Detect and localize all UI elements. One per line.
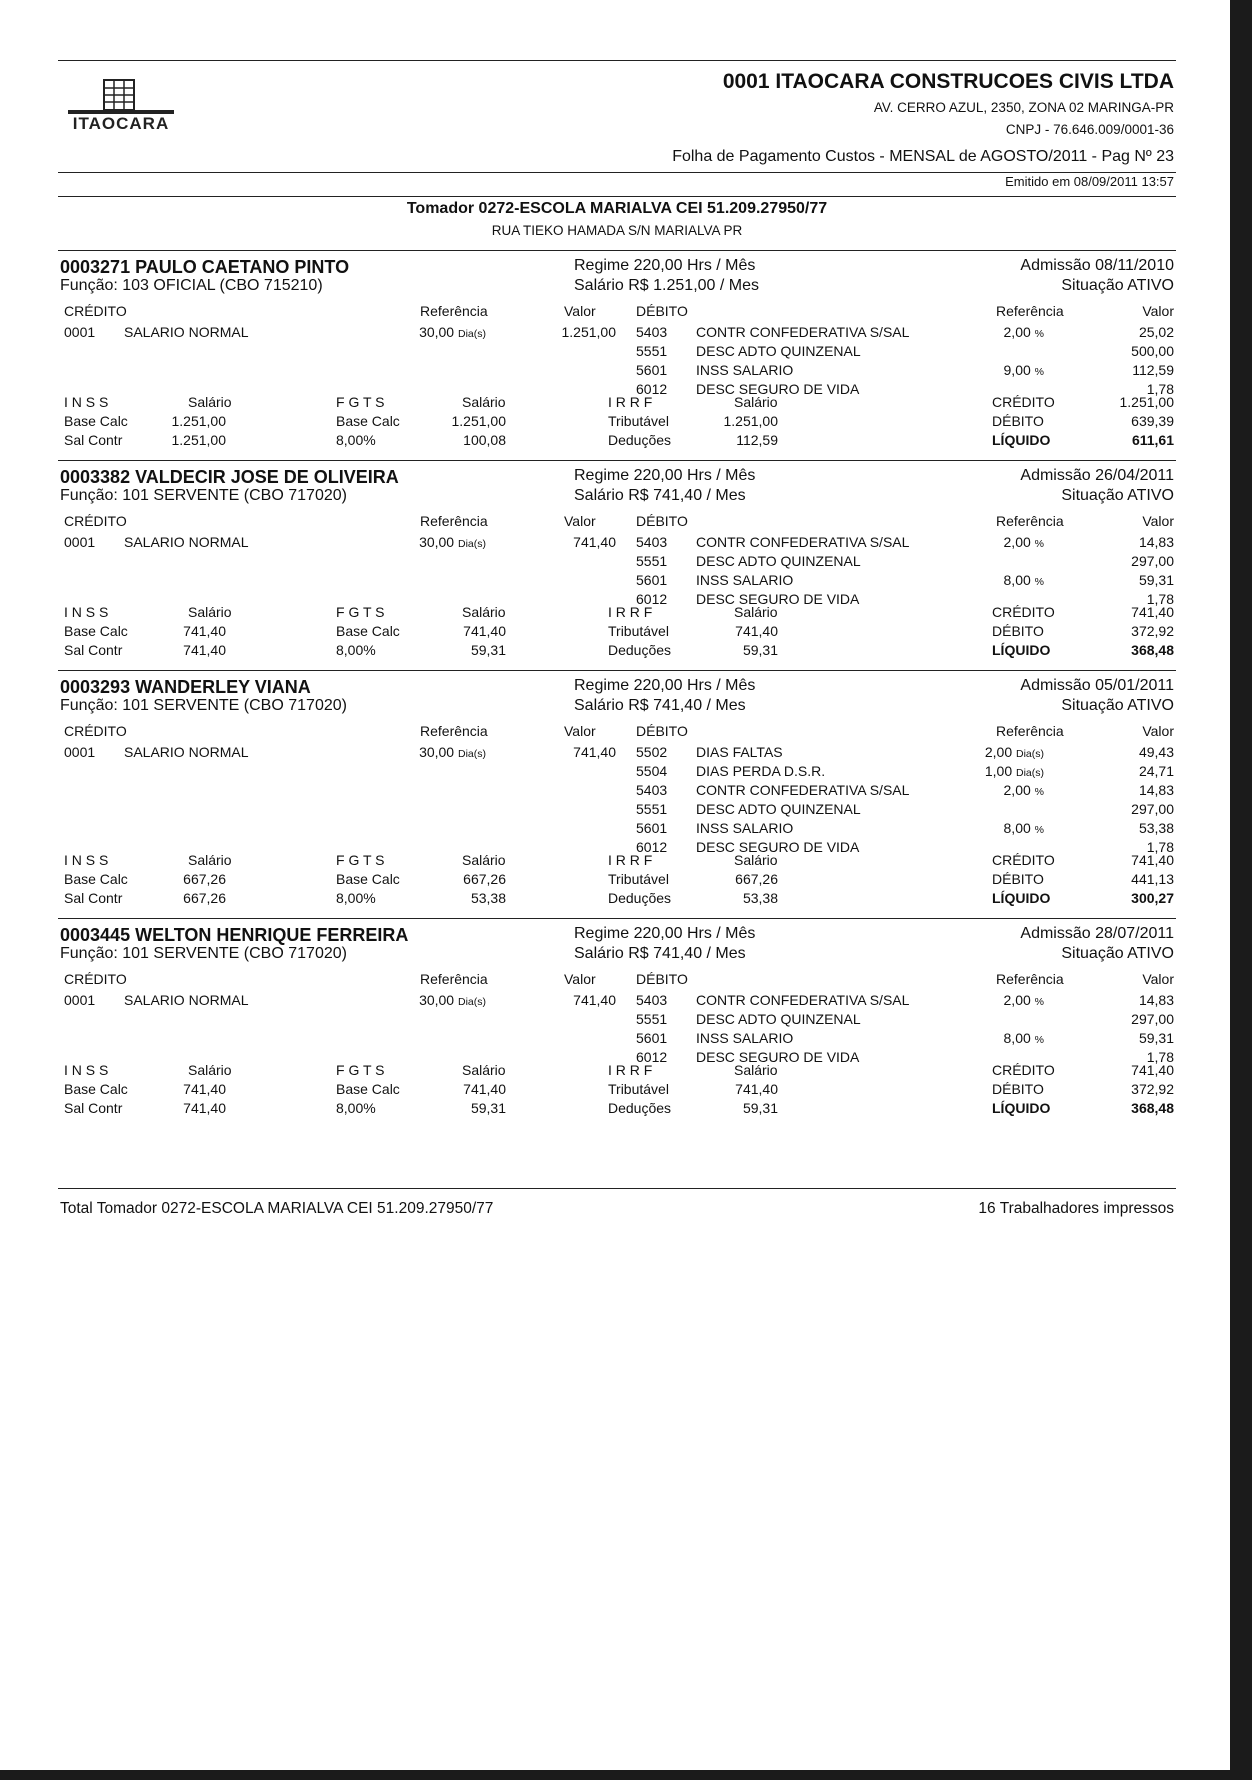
inss-label: I N S S: [64, 604, 109, 620]
fgts-salario-label: Salário: [462, 852, 506, 868]
fgts-base-value: 741,40: [463, 623, 506, 639]
employee-admissao: Admissão 28/07/2011: [1020, 925, 1174, 942]
col-credito: CRÉDITO: [64, 513, 127, 529]
debit-ref-unit: %: [1034, 786, 1044, 798]
logo-text: ITAOCARA: [72, 114, 170, 133]
col-debito: DÉBITO: [636, 971, 688, 987]
total-credito-label: CRÉDITO: [992, 604, 1055, 620]
irrf-salario-label: Salário: [734, 394, 778, 410]
debit-code: 6012: [636, 839, 668, 855]
credit-ref-unit: Dia(s): [458, 328, 486, 340]
irrf-label: I R R F: [608, 1062, 653, 1078]
employee-rule: [58, 250, 1176, 251]
credit-value: 741,40: [573, 744, 616, 760]
col-valor-debito: Valor: [1142, 971, 1174, 987]
total-liquido-value: 611,61: [1131, 432, 1174, 448]
irrf-ded-label: Deduções: [608, 1100, 672, 1116]
credit-code: 0001: [64, 744, 96, 760]
credit-desc: SALARIO NORMAL: [124, 992, 249, 1008]
debit-value: 49,43: [1138, 744, 1174, 760]
fgts-pct: 8,00%: [336, 1100, 376, 1116]
debit-desc: CONTR CONFEDERATIVA S/SAL: [696, 324, 910, 340]
debit-desc: DESC SEGURO DE VIDA: [696, 839, 860, 855]
total-debito-label: DÉBITO: [992, 1081, 1044, 1097]
col-debito: DÉBITO: [636, 513, 688, 529]
debit-ref-value: 2,00: [1003, 782, 1031, 798]
inss-salario-label: Salário: [188, 604, 232, 620]
fgts-salario-label: Salário: [462, 1062, 506, 1078]
debit-desc: CONTR CONFEDERATIVA S/SAL: [696, 992, 910, 1008]
footer-count: 16 Trabalhadores impressos: [978, 1200, 1174, 1217]
col-referencia: Referência: [420, 971, 488, 987]
irrf-salario-label: Salário: [734, 604, 778, 620]
employee-block: [58, 460, 1176, 666]
inss-contr-label: Sal Contr: [64, 642, 123, 658]
fgts-pct: 8,00%: [336, 890, 376, 906]
total-liquido-value: 368,48: [1131, 1100, 1174, 1116]
credit-value: 741,40: [573, 534, 616, 550]
employee-funcao: Função: 101 SERVENTE (CBO 717020): [60, 945, 347, 962]
debit-code: 6012: [636, 591, 668, 607]
credit-ref-value: 30,00: [419, 992, 455, 1008]
inss-base-label: Base Calc: [64, 623, 128, 639]
total-debito-label: DÉBITO: [992, 413, 1044, 429]
irrf-ded-label: Deduções: [608, 642, 672, 658]
employee-admissao: Admissão 08/11/2010: [1020, 257, 1174, 274]
debit-ref: [1004, 992, 1044, 1008]
inss-base-value: 667,26: [183, 871, 226, 887]
col-referencia: Referência: [420, 303, 488, 319]
credit-code: 0001: [64, 324, 96, 340]
fgts-pct: 8,00%: [336, 432, 376, 448]
inss-contr-value: 741,40: [183, 642, 226, 658]
debit-ref-value: 8,00: [1003, 1030, 1031, 1046]
inss-salario-label: Salário: [188, 1062, 232, 1078]
fgts-label: F G T S: [336, 1062, 385, 1078]
debit-code: 5403: [636, 782, 668, 798]
employee-salary: Salário R$ 1.251,00 / Mes: [574, 277, 759, 294]
total-liquido-label: LÍQUIDO: [992, 1100, 1051, 1116]
debit-code: 5551: [636, 343, 668, 359]
header-mid-rule: [58, 172, 1176, 173]
credit-ref-unit: Dia(s): [458, 538, 486, 550]
fgts-pct: 8,00%: [336, 642, 376, 658]
fgts-label: F G T S: [336, 604, 385, 620]
inss-salario-label: Salário: [188, 852, 232, 868]
inss-base-label: Base Calc: [64, 1081, 128, 1097]
employee-salary: Salário R$ 741,40 / Mes: [574, 697, 746, 714]
fgts-base-value: 741,40: [463, 1081, 506, 1097]
irrf-salario-label: Salário: [734, 852, 778, 868]
col-referencia-debito: Referência: [996, 971, 1064, 987]
debit-code: 5551: [636, 1011, 668, 1027]
employee-funcao: Função: 101 SERVENTE (CBO 717020): [60, 697, 347, 714]
irrf-label: I R R F: [608, 394, 653, 410]
tomador-address: RUA TIEKO HAMADA S/N MARIALVA PR: [491, 223, 743, 238]
total-credito-value: 741,40: [1131, 604, 1174, 620]
total-liquido-label: LÍQUIDO: [992, 642, 1051, 658]
debit-value: 14,83: [1138, 534, 1174, 550]
debit-value: 297,00: [1131, 801, 1174, 817]
scan-border-right: [1230, 0, 1252, 1780]
credit-ref-unit: Dia(s): [458, 996, 486, 1008]
debit-code: 5551: [636, 553, 668, 569]
employee-salary: Salário R$ 741,40 / Mes: [574, 945, 746, 962]
employee-funcao: Função: 101 SERVENTE (CBO 717020): [60, 487, 347, 504]
debit-value: 1,78: [1146, 1049, 1174, 1065]
debit-value: 14,83: [1138, 782, 1174, 798]
col-credito: CRÉDITO: [64, 723, 127, 739]
total-credito-value: 1.251,00: [1119, 394, 1174, 410]
debit-code: 5601: [636, 820, 668, 836]
employee-admissao: Admissão 05/01/2011: [1020, 677, 1174, 694]
col-referencia-debito: Referência: [996, 513, 1064, 529]
col-valor: Valor: [564, 513, 596, 529]
header-top-rule: [58, 60, 1176, 61]
debit-ref-unit: %: [1034, 996, 1044, 1008]
debit-ref-unit: %: [1034, 328, 1044, 340]
col-referencia-debito: Referência: [996, 303, 1064, 319]
debit-desc: DESC ADTO QUINZENAL: [696, 343, 861, 359]
debit-ref-unit: Dia(s): [1016, 748, 1044, 760]
company-name: 0001 ITAOCARA CONSTRUCOES CIVIS LTDA: [722, 70, 1174, 93]
inss-base-value: 1.251,00: [171, 413, 226, 429]
inss-contr-label: Sal Contr: [64, 1100, 123, 1116]
credit-value: 1.251,00: [561, 324, 616, 340]
debit-ref: [1004, 782, 1044, 798]
fgts-base-label: Base Calc: [336, 413, 400, 429]
debit-value: 1,78: [1146, 591, 1174, 607]
inss-base-value: 741,40: [183, 1081, 226, 1097]
debit-value: 53,38: [1138, 820, 1174, 836]
total-debito-label: DÉBITO: [992, 871, 1044, 887]
debit-ref: [1004, 572, 1044, 588]
inss-label: I N S S: [64, 394, 109, 410]
inss-base-value: 741,40: [183, 623, 226, 639]
debit-code: 5403: [636, 534, 668, 550]
col-referencia-debito: Referência: [996, 723, 1064, 739]
debit-desc: DESC SEGURO DE VIDA: [696, 381, 860, 397]
debit-value: 25,02: [1138, 324, 1174, 340]
total-credito-value: 741,40: [1131, 852, 1174, 868]
employee-name: 0003445 WELTON HENRIQUE FERREIRA: [60, 925, 409, 945]
debit-ref: [985, 763, 1044, 779]
debit-desc: INSS SALARIO: [696, 572, 794, 588]
irrf-ded-value: 53,38: [742, 890, 778, 906]
debit-value: 14,83: [1138, 992, 1174, 1008]
inss-salario-label: Salário: [188, 394, 232, 410]
debit-code: 5403: [636, 992, 668, 1008]
total-debito-value: 639,39: [1131, 413, 1174, 429]
fgts-salario-label: Salário: [462, 604, 506, 620]
employee-salary: Salário R$ 741,40 / Mes: [574, 487, 746, 504]
debit-ref: [1004, 534, 1044, 550]
col-valor-debito: Valor: [1142, 723, 1174, 739]
debit-code: 5502: [636, 744, 668, 760]
company-logo: [66, 72, 176, 132]
fgts-salario-label: Salário: [462, 394, 506, 410]
company-address: AV. CERRO AZUL, 2350, ZONA 02 MARINGA-PR: [873, 100, 1174, 115]
debit-ref-unit: Dia(s): [1016, 767, 1044, 779]
credit-desc: SALARIO NORMAL: [124, 744, 249, 760]
footer-rule: [58, 1188, 1176, 1189]
col-valor: Valor: [564, 723, 596, 739]
debit-ref: [985, 744, 1044, 760]
irrf-label: I R R F: [608, 604, 653, 620]
irrf-trib-value: 1.251,00: [723, 413, 778, 429]
debit-ref-value: 2,00: [1003, 534, 1031, 550]
credit-code: 0001: [64, 534, 96, 550]
employee-admissao: Admissão 26/04/2011: [1020, 467, 1174, 484]
debit-value: 24,71: [1138, 763, 1174, 779]
fgts-value: 59,31: [470, 1100, 506, 1116]
col-valor-debito: Valor: [1142, 513, 1174, 529]
inss-contr-value: 741,40: [183, 1100, 226, 1116]
debit-ref-unit: %: [1034, 824, 1044, 836]
header-bottom-rule: [58, 196, 1176, 197]
inss-label: I N S S: [64, 852, 109, 868]
emission-date: Emitido em 08/09/2011 13:57: [1005, 174, 1174, 189]
irrf-label: I R R F: [608, 852, 653, 868]
total-credito-value: 741,40: [1131, 1062, 1174, 1078]
debit-desc: DIAS PERDA D.S.R.: [696, 763, 826, 779]
credit-value: 741,40: [573, 992, 616, 1008]
employee-regime: Regime 220,00 Hrs / Mês: [574, 257, 756, 274]
debit-ref-value: 2,00: [984, 744, 1013, 760]
irrf-ded-label: Deduções: [608, 432, 672, 448]
debit-desc: INSS SALARIO: [696, 1030, 794, 1046]
footer-total: Total Tomador 0272-ESCOLA MARIALVA CEI 51.209.27950/77: [60, 1200, 494, 1217]
irrf-trib-value: 741,40: [735, 623, 778, 639]
employee-situacao: Situação ATIVO: [1061, 277, 1174, 294]
debit-code: 5551: [636, 801, 668, 817]
total-credito-label: CRÉDITO: [992, 1062, 1055, 1078]
irrf-ded-value: 59,31: [742, 1100, 778, 1116]
debit-value: 112,59: [1132, 362, 1174, 378]
irrf-trib-label: Tributável: [608, 1081, 669, 1097]
debit-value: 297,00: [1131, 1011, 1174, 1027]
col-credito: CRÉDITO: [64, 971, 127, 987]
inss-contr-value: 667,26: [183, 890, 226, 906]
irrf-trib-value: 741,40: [735, 1081, 778, 1097]
credit-desc: SALARIO NORMAL: [124, 324, 249, 340]
employee-rule: [58, 670, 1176, 671]
inss-contr-label: Sal Contr: [64, 432, 123, 448]
credit-ref-unit: Dia(s): [458, 748, 486, 760]
debit-desc: DIAS FALTAS: [696, 744, 783, 760]
debit-value: 59,31: [1138, 1030, 1174, 1046]
total-debito-value: 441,13: [1131, 871, 1174, 887]
company-cnpj: CNPJ - 76.646.009/0001-36: [1005, 122, 1174, 137]
fgts-base-value: 667,26: [463, 871, 506, 887]
fgts-base-label: Base Calc: [336, 1081, 400, 1097]
fgts-value: 59,31: [470, 642, 506, 658]
irrf-trib-label: Tributável: [608, 623, 669, 639]
inss-label: I N S S: [64, 1062, 109, 1078]
debit-code: 5601: [636, 1030, 668, 1046]
debit-desc: INSS SALARIO: [696, 820, 794, 836]
debit-ref-value: 8,00: [1003, 572, 1031, 588]
employee-regime: Regime 220,00 Hrs / Mês: [574, 925, 756, 942]
fgts-base-label: Base Calc: [336, 871, 400, 887]
debit-desc: DESC ADTO QUINZENAL: [696, 1011, 861, 1027]
credit-ref-value: 30,00: [419, 534, 455, 550]
debit-ref-unit: %: [1034, 366, 1044, 378]
debit-ref-value: 2,00: [1003, 324, 1031, 340]
total-credito-label: CRÉDITO: [992, 394, 1055, 410]
employee-regime: Regime 220,00 Hrs / Mês: [574, 677, 756, 694]
credit-ref: [419, 992, 486, 1008]
tomador-title: Tomador 0272-ESCOLA MARIALVA CEI 51.209.27950/77: [406, 200, 828, 217]
irrf-ded-value: 112,59: [736, 432, 778, 448]
debit-ref: [1004, 324, 1044, 340]
scan-border-bottom: [0, 1770, 1252, 1780]
col-valor-debito: Valor: [1142, 303, 1174, 319]
irrf-ded-label: Deduções: [608, 890, 672, 906]
inss-contr-value: 1.251,00: [171, 432, 226, 448]
employee-funcao: Função: 103 OFICIAL (CBO 715210): [60, 277, 323, 294]
col-valor: Valor: [564, 971, 596, 987]
report-title: Folha de Pagamento Custos - MENSAL de AGOSTO/2011 - Pag Nº 23: [672, 148, 1174, 165]
credit-desc: SALARIO NORMAL: [124, 534, 249, 550]
total-liquido-label: LÍQUIDO: [992, 890, 1051, 906]
debit-code: 5403: [636, 324, 668, 340]
debit-ref-value: 8,00: [1003, 820, 1031, 836]
debit-code: 5601: [636, 362, 668, 378]
debit-code: 6012: [636, 1049, 668, 1065]
col-referencia: Referência: [420, 513, 488, 529]
col-credito: CRÉDITO: [64, 303, 127, 319]
total-debito-label: DÉBITO: [992, 623, 1044, 639]
employee-situacao: Situação ATIVO: [1061, 945, 1174, 962]
debit-desc: DESC SEGURO DE VIDA: [696, 1049, 860, 1065]
debit-ref-unit: %: [1034, 1034, 1044, 1046]
total-liquido-value: 300,27: [1131, 890, 1174, 906]
credit-ref-value: 30,00: [419, 324, 455, 340]
debit-ref: [1004, 362, 1044, 378]
irrf-ded-value: 59,31: [742, 642, 778, 658]
inss-base-label: Base Calc: [64, 871, 128, 887]
debit-code: 6012: [636, 381, 668, 397]
col-debito: DÉBITO: [636, 303, 688, 319]
fgts-base-value: 1.251,00: [451, 413, 506, 429]
employee-rule: [58, 918, 1176, 919]
credit-ref: [419, 744, 486, 760]
col-valor: Valor: [564, 303, 596, 319]
debit-ref-unit: %: [1034, 576, 1044, 588]
inss-base-label: Base Calc: [64, 413, 128, 429]
debit-ref: [1004, 820, 1044, 836]
debit-value: 59,31: [1138, 572, 1174, 588]
debit-ref-unit: %: [1034, 538, 1044, 550]
col-debito: DÉBITO: [636, 723, 688, 739]
total-liquido-value: 368,48: [1131, 642, 1174, 658]
employee-rule: [58, 460, 1176, 461]
debit-desc: INSS SALARIO: [696, 362, 794, 378]
debit-desc: DESC ADTO QUINZENAL: [696, 801, 861, 817]
employee-block: [58, 670, 1176, 914]
fgts-value: 100,08: [463, 432, 506, 448]
inss-contr-label: Sal Contr: [64, 890, 123, 906]
debit-value: 297,00: [1131, 553, 1174, 569]
debit-desc: DESC ADTO QUINZENAL: [696, 553, 861, 569]
fgts-base-label: Base Calc: [336, 623, 400, 639]
employee-block: [58, 918, 1176, 1124]
debit-code: 5504: [636, 763, 668, 779]
irrf-trib-label: Tributável: [608, 871, 669, 887]
debit-value: 1,78: [1146, 839, 1174, 855]
debit-value: 500,00: [1131, 343, 1174, 359]
irrf-trib-label: Tributável: [608, 413, 669, 429]
debit-desc: CONTR CONFEDERATIVA S/SAL: [696, 534, 910, 550]
total-liquido-label: LÍQUIDO: [992, 432, 1051, 448]
debit-ref: [1004, 1030, 1044, 1046]
credit-ref: [419, 324, 486, 340]
employee-block: [58, 250, 1176, 456]
fgts-label: F G T S: [336, 394, 385, 410]
irrf-salario-label: Salário: [734, 1062, 778, 1078]
credit-ref: [419, 534, 486, 550]
fgts-label: F G T S: [336, 852, 385, 868]
total-credito-label: CRÉDITO: [992, 852, 1055, 868]
debit-ref-value: 1,00: [984, 763, 1013, 779]
employee-regime: Regime 220,00 Hrs / Mês: [574, 467, 756, 484]
total-debito-value: 372,92: [1131, 1081, 1174, 1097]
total-debito-value: 372,92: [1131, 623, 1174, 639]
debit-desc: CONTR CONFEDERATIVA S/SAL: [696, 782, 910, 798]
employee-situacao: Situação ATIVO: [1061, 697, 1174, 714]
debit-value: 1,78: [1146, 381, 1174, 397]
credit-ref-value: 30,00: [419, 744, 455, 760]
employee-name: 0003271 PAULO CAETANO PINTO: [60, 257, 350, 277]
employee-name: 0003382 VALDECIR JOSE DE OLIVEIRA: [60, 467, 399, 487]
credit-code: 0001: [64, 992, 96, 1008]
irrf-trib-value: 667,26: [735, 871, 778, 887]
debit-ref-value: 2,00: [1003, 992, 1031, 1008]
col-referencia: Referência: [420, 723, 488, 739]
employee-situacao: Situação ATIVO: [1061, 487, 1174, 504]
debit-ref-value: 9,00: [1003, 362, 1031, 378]
debit-desc: DESC SEGURO DE VIDA: [696, 591, 860, 607]
fgts-value: 53,38: [470, 890, 506, 906]
debit-code: 5601: [636, 572, 668, 588]
employee-name: 0003293 WANDERLEY VIANA: [60, 677, 311, 697]
